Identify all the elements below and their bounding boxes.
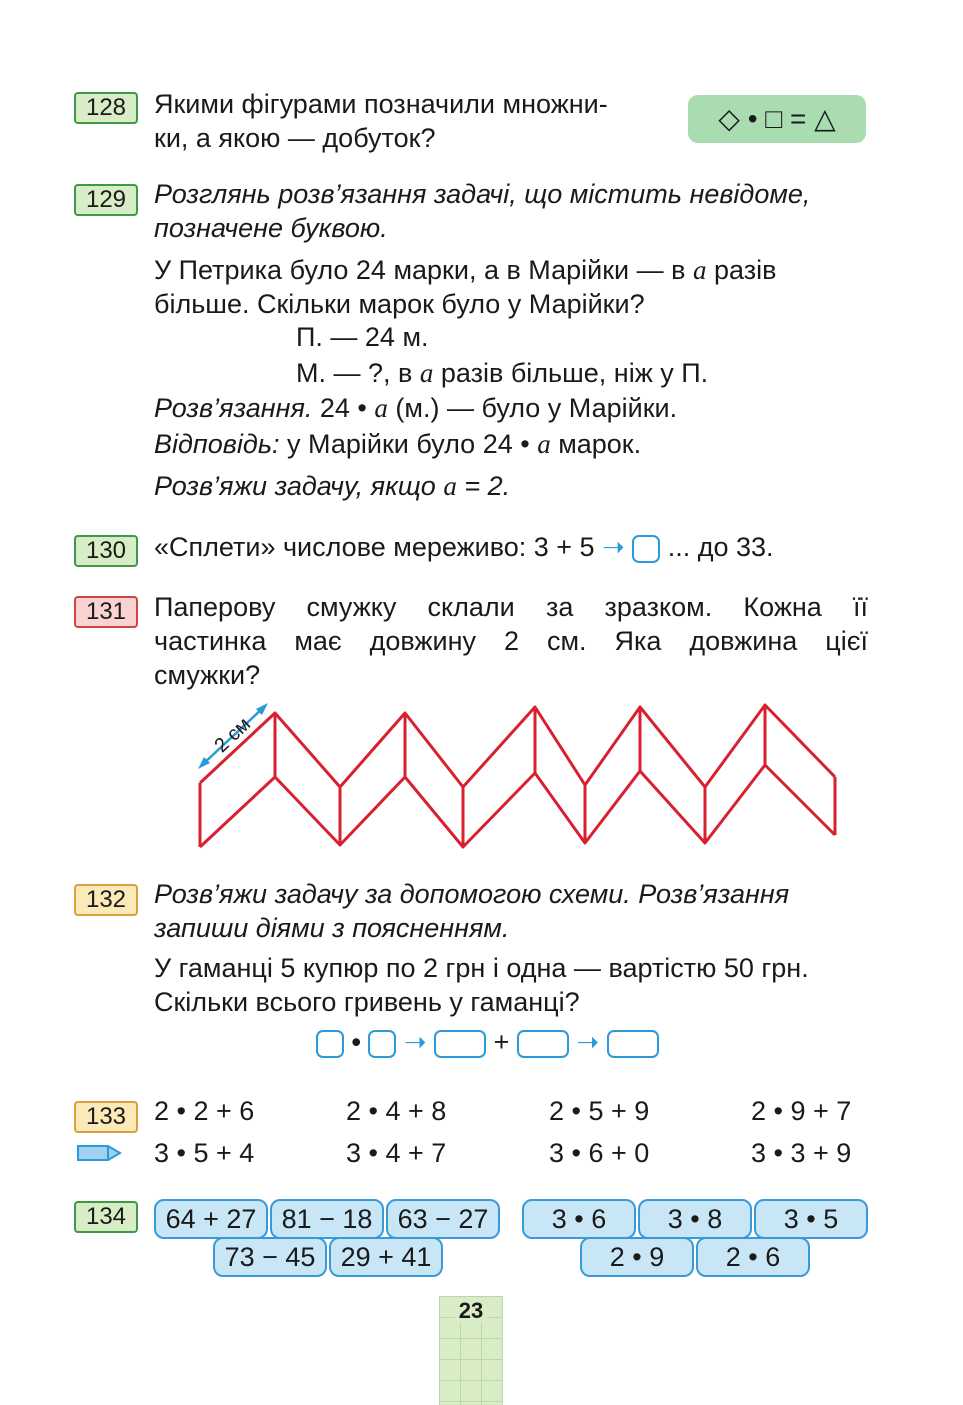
exercise-131-line-2: частинка має довжину 2 см. Яка довжина цієї [154,626,868,656]
card-product: 2 • 6 [696,1237,810,1277]
card-product: 3 • 6 [522,1199,636,1239]
exercise-132-problem-line-1: У гаманці 5 купюр по 2 грн і одна — вартістю 50 грн. [154,953,809,983]
exercise-132-instruction [154,877,868,945]
folded-paper-strip [180,695,860,860]
exercise-number-130: 130 [74,535,138,567]
scheme-box-double [607,1030,659,1058]
solution-scheme: • ➝ + ➝ [316,1025,716,1059]
exercise-129-instruction [154,177,868,245]
exercise-number-133: 133 [74,1101,138,1133]
expression-r1-c2: 2 • 4 + 8 [346,1096,447,1126]
exercise-number-134: 134 [74,1201,138,1233]
exercise-129-instruction-line-1: Розглянь розв’язання задачі, що містить невідоме, [154,179,811,209]
exercise-number-132: 132 [74,884,138,916]
arrow-icon: ➝ [602,532,625,562]
expression-r1-c3: 2 • 5 + 9 [549,1096,650,1126]
exercise-number-129: 129 [74,184,138,216]
exercise-130-text: «Сплети» числове мереживо: 3 + 5 ➝ ... до 33. [154,532,774,562]
card-expression: 73 − 45 [213,1237,327,1277]
dimension-label: 2 см [210,713,255,757]
arrow-icon: ➝ [576,1027,600,1057]
short-note-line-2: М. — ?, в a разів більше, ніж у П. [296,358,709,388]
expression-r2-c3: 3 • 6 + 0 [549,1138,650,1168]
expression-r2-c1: 3 • 5 + 4 [154,1138,255,1168]
expression-r1-c4: 2 • 9 + 7 [751,1096,852,1126]
solution-line: Розв’язання. 24 • a (м.) — було у Марійки. [154,393,678,423]
card-expression: 63 − 27 [386,1199,500,1239]
exercise-131-text [154,590,868,692]
expression-r2-c2: 3 • 4 + 7 [346,1138,447,1168]
pencil-icon [76,1142,122,1164]
card-product: 2 • 9 [580,1237,694,1277]
exercise-129-instruction-line-2: позначене буквою. [154,213,388,243]
exercise-128-line-1: Якими фігурами позначили множни- [154,89,608,119]
exercise-132-instruction-line-1: Розв’яжи задачу за допомогою схеми. Розв’язання [154,879,790,909]
page-number: 23 [439,1296,503,1405]
exercise-131-line-3: смужки? [154,660,261,690]
problem-line-2: більше. Скільки марок було у Марійки? [154,289,645,319]
expression-r2-c4: 3 • 3 + 9 [751,1138,852,1168]
exercise-number-128: 128 [74,92,138,124]
card-product: 3 • 5 [754,1199,868,1239]
arrow-icon: ➝ [404,1027,427,1057]
expression-r1-c1: 2 • 2 + 6 [154,1096,255,1126]
blank-box [632,535,660,563]
exercise-132-instruction-line-2: запиши діями з поясненням. [154,913,510,943]
card-expression: 64 + 27 [154,1199,268,1239]
scheme-box-double [517,1030,569,1058]
exercise-129-problem [154,253,868,321]
card-expression: 81 − 18 [270,1199,384,1239]
exercise-131-line-1: Паперову смужку склали за зразком. Кожна її [154,592,868,622]
exercise-132-problem [154,951,868,1019]
card-expression: 29 + 41 [329,1237,443,1277]
scheme-box [316,1030,344,1058]
exercise-number-131: 131 [74,596,138,628]
short-note [296,319,856,391]
exercise-128-line-2: ки, а якою — добуток? [154,123,436,153]
card-product: 3 • 8 [638,1199,752,1239]
exercise-128-text [154,87,674,155]
answer-line: Відповідь: у Марійки було 24 • a марок. [154,429,642,459]
strip-outline [200,705,835,847]
exercise-132-problem-line-2: Скільки всього гривень у гаманці? [154,987,580,1017]
shapes-formula: ◇ • □ = △ [688,95,866,143]
task-line: Розв’яжи задачу, якщо a = 2. [154,471,511,501]
short-note-line-1: П. — 24 м. [296,322,429,352]
scheme-box [368,1030,396,1058]
scheme-box-double [434,1030,486,1058]
problem-line-1: У Петрика було 24 марки, а в Марійки — в a разів [154,255,777,285]
